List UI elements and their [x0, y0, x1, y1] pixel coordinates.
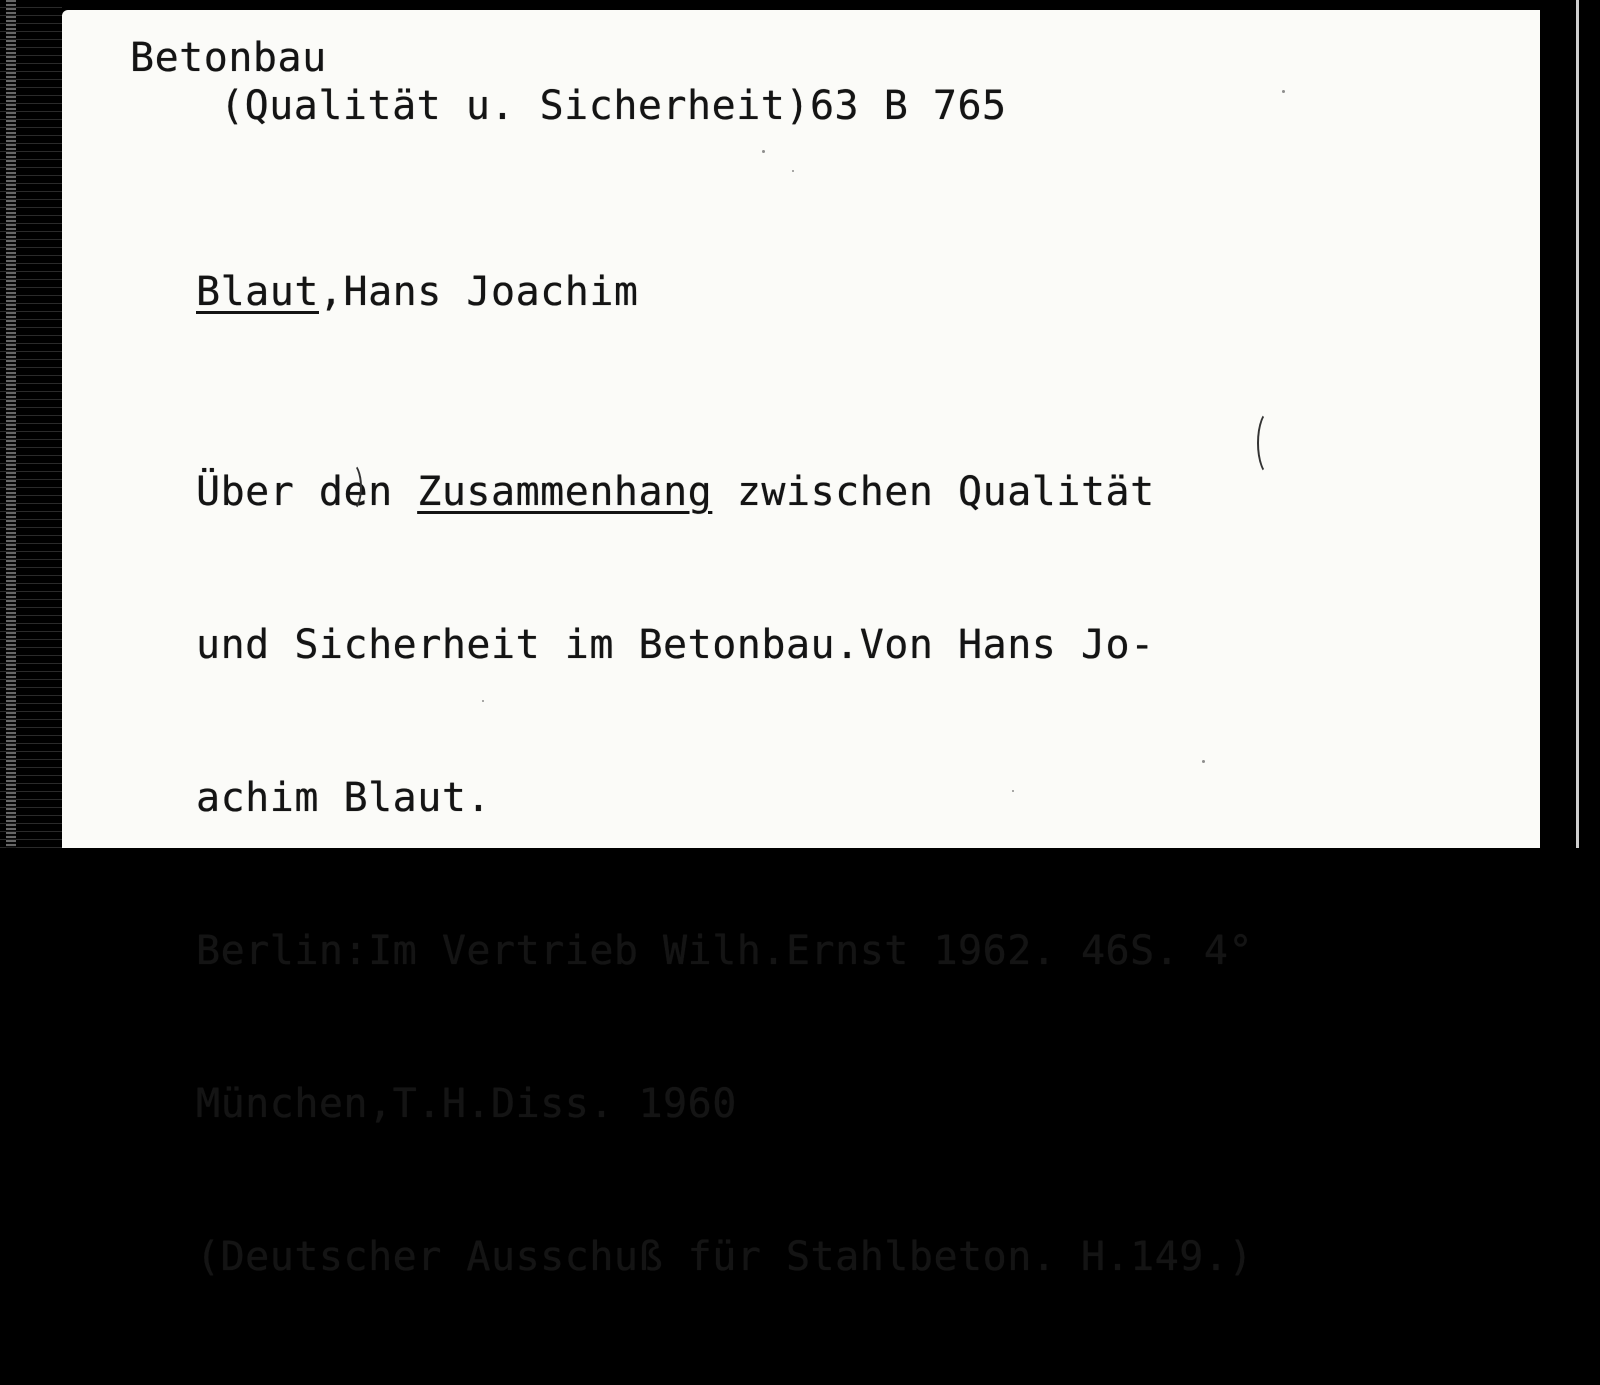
call-number: 63 B 765 [809, 83, 1007, 129]
title-line-1-end: zwischen Qualität [712, 469, 1155, 515]
author-surname: Blaut [196, 269, 319, 315]
scan-speck [1012, 790, 1014, 792]
imprint-line: Berlin:Im Vertrieb Wilh.Ernst 1962. 46S. 4° [196, 928, 1254, 974]
title-line-3: achim Blaut. [196, 775, 491, 821]
index-card [62, 10, 1540, 1280]
title-keyword: Zusammenhang [417, 469, 713, 515]
title-line-1-start: Über den [196, 469, 418, 515]
scan-speck [762, 150, 765, 153]
film-edge-left [0, 0, 62, 848]
subject-heading: Betonbau [130, 35, 327, 81]
subject-subheading-row [220, 82, 1007, 130]
series-note: (Deutscher Ausschuß für Stahlbeton. H.149.) [196, 1234, 1254, 1280]
title-line-2: und Sicherheit im Betonbau.Von Hans Jo- [196, 622, 1155, 668]
scan-speck [482, 700, 484, 702]
subject-subheading: (Qualität u. Sicherheit) [220, 83, 810, 129]
thesis-note: München,T.H.Diss. 1960 [196, 1081, 737, 1127]
scan-speck [792, 170, 794, 172]
author-given-names: ,Hans Joachim [318, 269, 639, 315]
handwritten-bracket-close [340, 462, 362, 512]
bibliographic-description [196, 365, 1253, 1385]
scan-speck [1282, 90, 1285, 93]
author-heading [196, 268, 639, 316]
handwritten-bracket-open [1257, 410, 1283, 476]
film-edge-right [1540, 0, 1600, 848]
scan-speck [1202, 760, 1205, 763]
